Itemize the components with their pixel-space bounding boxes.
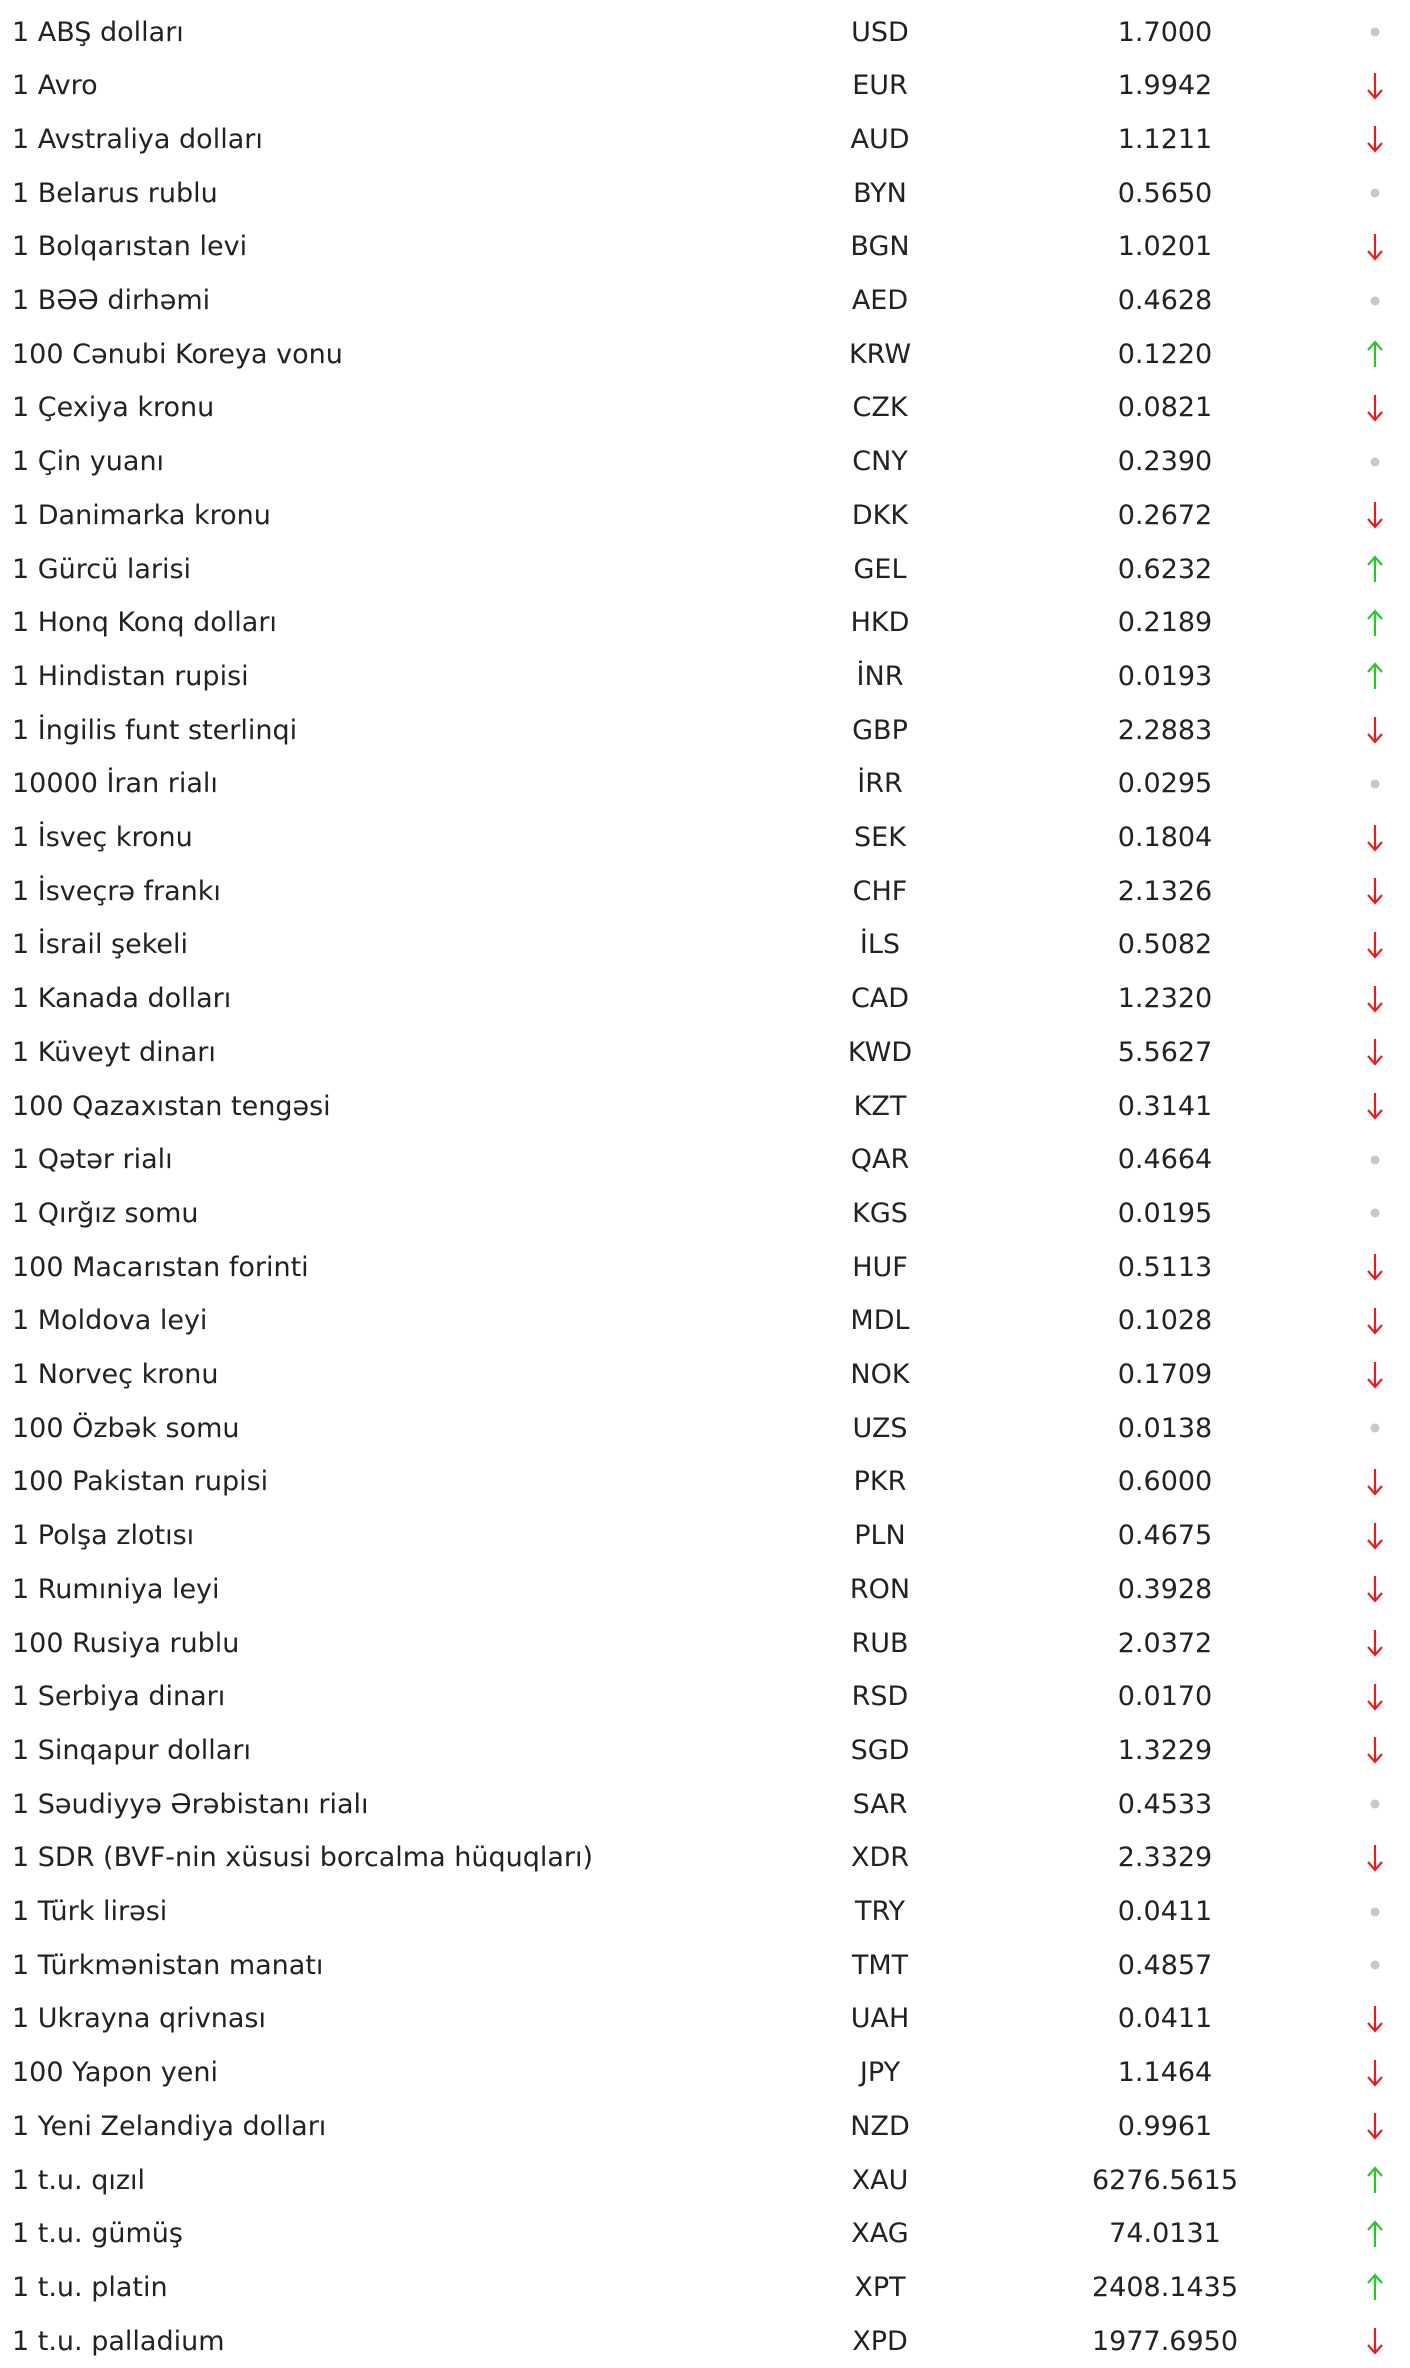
rate-row-chf xyxy=(0,864,1410,918)
currency-name: 1 Hindistan rupisi xyxy=(12,660,249,692)
rate-row-rub xyxy=(0,1616,1410,1670)
currency-name: 1 Serbiya dinarı xyxy=(12,1681,226,1713)
rate-row-try xyxy=(0,1885,1410,1939)
currency-name: 1 ABŞ dolları xyxy=(12,16,184,48)
exchange-rate: 0.5650 xyxy=(1117,177,1213,209)
currency-code: NZD xyxy=(850,2110,910,2142)
exchange-rate: 0.6232 xyxy=(1117,553,1213,585)
currency-name: 100 Yapon yeni xyxy=(12,2057,218,2089)
currency-code: RON xyxy=(849,1573,911,1605)
exchange-rate: 0.4675 xyxy=(1117,1520,1213,1552)
currency-code: SGD xyxy=(850,1734,910,1766)
currency-name: 1 Norveç kronu xyxy=(12,1359,219,1390)
currency-name: 100 Qazaxıstan tengəsi xyxy=(12,1090,331,1122)
exchange-rate: 0.0193 xyxy=(1117,660,1213,692)
currency-code: İLS xyxy=(859,929,901,961)
rate-row-byn xyxy=(0,166,1410,220)
arrow-down-icon xyxy=(1360,1616,1390,1670)
unchanged-dot-icon xyxy=(1360,1401,1390,1455)
currency-code: CAD xyxy=(850,983,910,1015)
currency-code: JPY xyxy=(859,2057,901,2089)
exchange-rate: 0.5082 xyxy=(1117,929,1213,961)
rate-row-uah xyxy=(0,1992,1410,2046)
currency-code: GBP xyxy=(852,714,908,746)
unchanged-dot-icon xyxy=(1360,1938,1390,1992)
currency-name: 100 Pakistan rupisi xyxy=(12,1466,269,1498)
rate-row-czk xyxy=(0,381,1410,435)
exchange-rate: 0.1220 xyxy=(1117,338,1213,370)
rate-row-jpy xyxy=(0,2046,1410,2100)
exchange-rate: 0.4857 xyxy=(1117,1949,1213,1981)
exchange-rate: 0.3141 xyxy=(1117,1090,1213,1122)
exchange-rate: 74.0131 xyxy=(1109,2218,1221,2250)
unchanged-dot-icon xyxy=(1360,166,1390,220)
rate-row-kgs xyxy=(0,1186,1410,1240)
exchange-rate: 0.1709 xyxy=(1117,1359,1213,1390)
rate-row-xdr xyxy=(0,1831,1410,1885)
currency-name: 1 İsveçrə frankı xyxy=(12,875,221,907)
arrow-up-icon xyxy=(1360,2207,1390,2261)
exchange-rate: 2408.1435 xyxy=(1091,2271,1238,2303)
arrow-up-icon xyxy=(1360,327,1390,381)
rate-row-mdl xyxy=(0,1294,1410,1348)
currency-code: SAR xyxy=(852,1788,908,1820)
exchange-rate: 1.9942 xyxy=(1117,70,1213,102)
unchanged-dot-icon xyxy=(1360,435,1390,489)
currency-code: XAG xyxy=(851,2218,909,2250)
rate-row-eur xyxy=(0,59,1410,113)
arrow-up-icon xyxy=(1360,2153,1390,2207)
currency-name: 1 İngilis funt sterlinqi xyxy=(12,714,298,746)
currency-code: HKD xyxy=(850,607,910,639)
rate-row-uzs xyxy=(0,1401,1410,1455)
rate-row-sek xyxy=(0,811,1410,865)
rate-row-nok xyxy=(0,1348,1410,1402)
currency-code: UZS xyxy=(852,1412,908,1444)
exchange-rate: 2.0372 xyxy=(1117,1627,1213,1659)
exchange-rate: 0.0195 xyxy=(1117,1197,1213,1229)
currency-code: KGS xyxy=(852,1197,908,1229)
arrow-up-icon xyxy=(1360,542,1390,596)
currency-name: 1 Səudiyyə Ərəbistanı rialı xyxy=(12,1788,369,1820)
exchange-rate: 0.0138 xyxy=(1117,1412,1213,1444)
unchanged-dot-icon xyxy=(1360,1186,1390,1240)
currency-code: XPD xyxy=(852,2325,908,2357)
arrow-down-icon xyxy=(1360,1348,1390,1402)
unchanged-dot-icon xyxy=(1360,1885,1390,1939)
arrow-down-icon xyxy=(1360,1240,1390,1294)
arrow-down-icon xyxy=(1360,381,1390,435)
currency-code: GEL xyxy=(853,553,907,585)
currency-code: BYN xyxy=(853,177,907,209)
arrow-down-icon xyxy=(1360,220,1390,274)
exchange-rate: 0.5113 xyxy=(1117,1251,1213,1283)
currency-name: 1 Moldova leyi xyxy=(12,1305,208,1337)
arrow-down-icon xyxy=(1360,59,1390,113)
exchange-rate: 1.1464 xyxy=(1117,2057,1213,2089)
currency-code: QAR xyxy=(850,1144,910,1176)
currency-name: 1 t.u. platin xyxy=(12,2271,168,2303)
arrow-down-icon xyxy=(1360,918,1390,972)
arrow-down-icon xyxy=(1360,1670,1390,1724)
rate-row-i̇ls xyxy=(0,918,1410,972)
arrow-down-icon xyxy=(1360,2314,1390,2368)
rate-row-aed xyxy=(0,274,1410,328)
rate-row-xau xyxy=(0,2153,1410,2207)
exchange-rate: 0.2672 xyxy=(1117,499,1213,531)
currency-name: 1 t.u. palladium xyxy=(12,2325,225,2357)
currency-name: 1 İsveç kronu xyxy=(12,822,193,853)
currency-code: EUR xyxy=(852,70,908,102)
exchange-rate: 0.0295 xyxy=(1117,768,1213,800)
rate-row-gel xyxy=(0,542,1410,596)
arrow-down-icon xyxy=(1360,1723,1390,1777)
rate-row-dkk xyxy=(0,488,1410,542)
exchange-rate: 0.0411 xyxy=(1117,2003,1213,2035)
currency-name: 1 Qətər rialı xyxy=(12,1144,173,1176)
arrow-down-icon xyxy=(1360,703,1390,757)
currency-code: İNR xyxy=(856,660,904,692)
unchanged-dot-icon xyxy=(1360,757,1390,811)
exchange-rate: 0.2189 xyxy=(1117,607,1213,639)
exchange-rate: 0.0821 xyxy=(1117,392,1213,424)
arrow-down-icon xyxy=(1360,1992,1390,2046)
exchange-rate: 0.4533 xyxy=(1117,1788,1213,1820)
currency-name: 1 Belarus rublu xyxy=(12,177,218,209)
rate-row-xpt xyxy=(0,2260,1410,2314)
rate-row-cad xyxy=(0,972,1410,1026)
rate-row-huf xyxy=(0,1240,1410,1294)
rate-row-sar xyxy=(0,1777,1410,1831)
currency-code: KRW xyxy=(848,338,912,370)
exchange-rate: 1977.6950 xyxy=(1091,2325,1238,2357)
currency-code: USD xyxy=(851,16,909,48)
exchange-rate: 2.1326 xyxy=(1117,875,1213,907)
arrow-up-icon xyxy=(1360,596,1390,650)
currency-name: 1 BƏƏ dirhəmi xyxy=(12,285,211,316)
currency-name: 1 Polşa zlotısı xyxy=(12,1520,195,1552)
exchange-rate: 0.0411 xyxy=(1117,1896,1213,1927)
currency-name: 100 Cənubi Koreya vonu xyxy=(12,338,343,370)
arrow-down-icon xyxy=(1360,1079,1390,1133)
currency-name: 1 Çexiya kronu xyxy=(12,392,215,424)
exchange-rate: 0.9961 xyxy=(1117,2110,1213,2142)
rate-row-ron xyxy=(0,1562,1410,1616)
currency-code: KWD xyxy=(847,1036,913,1068)
exchange-rate: 0.2390 xyxy=(1117,446,1213,478)
exchange-rate: 5.5627 xyxy=(1117,1036,1213,1068)
unchanged-dot-icon xyxy=(1360,5,1390,59)
exchange-rate: 2.2883 xyxy=(1117,714,1213,746)
currency-code: UAH xyxy=(850,2003,910,2035)
rate-row-tmt xyxy=(0,1938,1410,1992)
currency-code: XAU xyxy=(851,2164,909,2196)
currency-name: 1 t.u. qızıl xyxy=(12,2164,146,2196)
exchange-rate: 6276.5615 xyxy=(1091,2164,1238,2196)
currency-code: TRY xyxy=(854,1896,906,1927)
currency-code: CZK xyxy=(852,392,908,424)
currency-name: 1 Türkmənistan manatı xyxy=(12,1949,324,1981)
currency-code: AED xyxy=(851,285,909,316)
arrow-down-icon xyxy=(1360,1831,1390,1885)
currency-name: 1 İsrail şekeli xyxy=(12,929,188,961)
rate-row-xpd xyxy=(0,2314,1410,2368)
currency-name: 1 Gürcü larisi xyxy=(12,553,192,585)
currency-name: 100 Macarıstan forinti xyxy=(12,1251,309,1283)
currency-name: 10000 İran rialı xyxy=(12,768,218,800)
currency-code: DKK xyxy=(851,499,909,531)
rate-row-bgn xyxy=(0,220,1410,274)
exchange-rate: 1.0201 xyxy=(1117,231,1213,263)
exchange-rate: 0.0170 xyxy=(1117,1681,1213,1713)
arrow-down-icon xyxy=(1360,1455,1390,1509)
exchange-rate: 0.4628 xyxy=(1117,285,1213,316)
currency-code: BGN xyxy=(850,231,910,263)
currency-name: 1 Danimarka kronu xyxy=(12,499,271,531)
currency-code: KZT xyxy=(853,1090,907,1122)
currency-code: PKR xyxy=(853,1466,907,1498)
unchanged-dot-icon xyxy=(1360,1777,1390,1831)
rate-row-kzt xyxy=(0,1079,1410,1133)
currency-code: AUD xyxy=(850,123,910,155)
rate-row-i̇nr xyxy=(0,649,1410,703)
rate-row-gbp xyxy=(0,703,1410,757)
exchange-rate: 1.3229 xyxy=(1117,1734,1213,1766)
currency-code: RSD xyxy=(851,1681,909,1713)
arrow-up-icon xyxy=(1360,649,1390,703)
currency-name: 1 Sinqapur dolları xyxy=(12,1734,251,1766)
currency-name: 100 Özbək somu xyxy=(12,1412,240,1444)
exchange-rate: 2.3329 xyxy=(1117,1842,1213,1874)
arrow-up-icon xyxy=(1360,2260,1390,2314)
exchange-rate: 1.2320 xyxy=(1117,983,1213,1015)
rate-row-qar xyxy=(0,1133,1410,1187)
currency-code: NOK xyxy=(850,1359,910,1390)
currency-name: 1 Ukrayna qrivnası xyxy=(12,2003,266,2035)
rate-row-xag xyxy=(0,2207,1410,2261)
rate-row-cny xyxy=(0,435,1410,489)
arrow-down-icon xyxy=(1360,811,1390,865)
rate-row-hkd xyxy=(0,596,1410,650)
currency-name: 1 Bolqarıstan levi xyxy=(12,231,248,263)
exchange-rate: 1.1211 xyxy=(1117,123,1213,155)
currency-code: XDR xyxy=(850,1842,910,1874)
currency-code: CHF xyxy=(852,875,908,907)
rate-row-sgd xyxy=(0,1723,1410,1777)
arrow-down-icon xyxy=(1360,864,1390,918)
currency-name: 1 Yeni Zelandiya dolları xyxy=(12,2110,327,2142)
arrow-down-icon xyxy=(1360,2099,1390,2153)
rate-row-usd xyxy=(0,5,1410,59)
exchange-rate: 0.1804 xyxy=(1117,822,1213,853)
currency-name: 1 Avstraliya dolları xyxy=(12,123,263,155)
exchange-rate: 0.1028 xyxy=(1117,1305,1213,1337)
rate-row-i̇rr xyxy=(0,757,1410,811)
currency-name: 1 Çin yuanı xyxy=(12,446,165,478)
currency-code: RUB xyxy=(851,1627,909,1659)
rate-row-krw xyxy=(0,327,1410,381)
exchange-rate: 0.6000 xyxy=(1117,1466,1213,1498)
currency-name: 1 Rumıniya leyi xyxy=(12,1573,220,1605)
arrow-down-icon xyxy=(1360,488,1390,542)
currency-code: HUF xyxy=(852,1251,908,1283)
arrow-down-icon xyxy=(1360,972,1390,1026)
unchanged-dot-icon xyxy=(1360,1133,1390,1187)
arrow-down-icon xyxy=(1360,1562,1390,1616)
currency-name: 100 Rusiya rublu xyxy=(12,1627,240,1659)
exchange-rate: 0.4664 xyxy=(1117,1144,1213,1176)
currency-code: TMT xyxy=(851,1949,909,1981)
currency-code: SEK xyxy=(854,822,906,853)
currency-code: MDL xyxy=(850,1305,910,1337)
currency-code: PLN xyxy=(854,1520,906,1552)
currency-code: XPT xyxy=(854,2271,906,2303)
rate-row-aud xyxy=(0,112,1410,166)
currency-name: 1 Küveyt dinarı xyxy=(12,1036,216,1068)
currency-name: 1 Türk lirəsi xyxy=(12,1896,168,1927)
arrow-down-icon xyxy=(1360,1025,1390,1079)
rate-row-pln xyxy=(0,1509,1410,1563)
rate-row-kwd xyxy=(0,1025,1410,1079)
unchanged-dot-icon xyxy=(1360,274,1390,328)
arrow-down-icon xyxy=(1360,112,1390,166)
currency-name: 1 t.u. gümüş xyxy=(12,2218,183,2250)
arrow-down-icon xyxy=(1360,2046,1390,2100)
rate-row-nzd xyxy=(0,2099,1410,2153)
exchange-rate: 0.3928 xyxy=(1117,1573,1213,1605)
currency-name: 1 SDR (BVF-nin xüsusi borcalma hüquqları) xyxy=(12,1842,594,1874)
currency-code: CNY xyxy=(852,446,908,478)
currency-name: 1 Qırğız somu xyxy=(12,1197,199,1229)
arrow-down-icon xyxy=(1360,1294,1390,1348)
arrow-down-icon xyxy=(1360,1509,1390,1563)
currency-name: 1 Honq Konq dolları xyxy=(12,607,277,639)
rate-row-rsd xyxy=(0,1670,1410,1724)
currency-name: 1 Avro xyxy=(12,70,98,102)
currency-code: İRR xyxy=(857,768,903,800)
exchange-rate: 1.7000 xyxy=(1117,16,1213,48)
rate-row-pkr xyxy=(0,1455,1410,1509)
currency-name: 1 Kanada dolları xyxy=(12,983,232,1015)
